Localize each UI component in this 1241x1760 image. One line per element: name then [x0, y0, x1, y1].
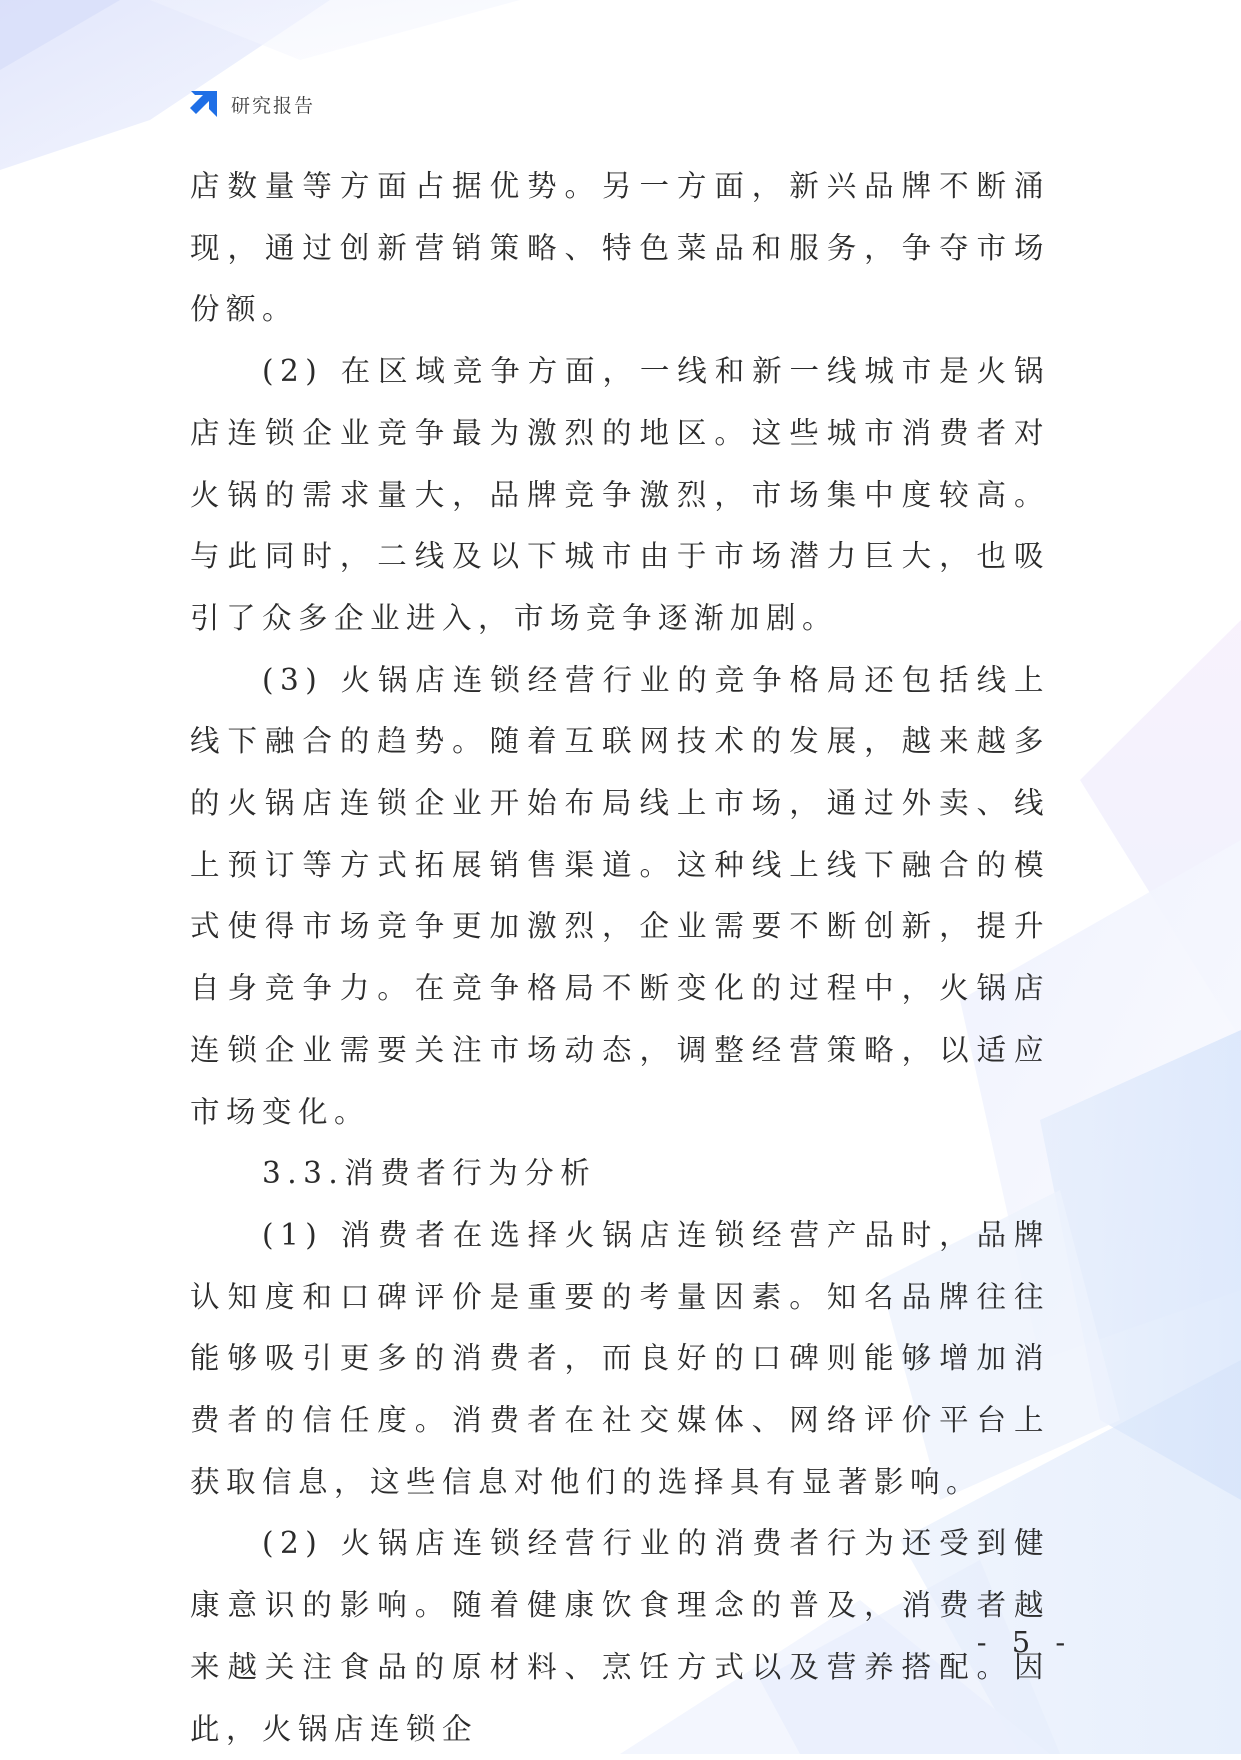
- section-heading: 3.3.消费者行为分析: [262, 1156, 597, 1191]
- header-title: 研究报告: [231, 94, 316, 117]
- paragraph: (3) 火锅店连锁经营行业的竞争格局还包括线上线下融合的趋势。随着互联网技术的发展，越来越多的火锅店连锁企业开始布局线上市场，通过外卖、线上预订等方式拓展销售渠道。这种线上线下融合的模式使得市场竞争更加激烈，企业需要不断创新，提升自身竞争力。在竞争格局不断变化的过程中，火锅店连锁企业需要关注市场动态，调整经营策略，以适应市场变化。: [190, 662, 1050, 1129]
- paragraph: (2) 火锅店连锁经营行业的消费者行为还受到健康意识的影响。随着健康饮食理念的普及，消费者越来越关注食品的原材料、烹饪方式以及营养搭配。因此，火锅店连锁企: [190, 1526, 1050, 1746]
- paragraph: (1) 消费者在选择火锅店连锁经营产品时，品牌认知度和口碑评价是重要的考量因素。知名品牌往往能够吸引更多的消费者，而良好的口碑则能够增加消费者的信任度。消费者在社交媒体、网络评价平台上获取信息，这些信息对他们的选择具有显著影响。: [190, 1217, 1050, 1499]
- report-body: [190, 156, 1050, 1760]
- page-number: - 5 -: [976, 1625, 1074, 1659]
- paragraph: 店数量等方面占据优势。另一方面，新兴品牌不断涌现，通过创新营销策略、特色菜品和服务，争夺市场份额。: [190, 169, 1050, 327]
- paragraph: (2) 在区域竞争方面，一线和新一线城市是火锅店连锁企业竞争最为激烈的地区。这些城市消费者对火锅的需求量大，品牌竞争激烈，市场集中度较高。与此同时，二线及以下城市由于市场潜力巨大，也吸引了众多企业进入，市场竞争逐渐加剧。: [190, 354, 1050, 635]
- arrow-up-right-icon: [187, 87, 221, 121]
- report-header: [187, 86, 315, 122]
